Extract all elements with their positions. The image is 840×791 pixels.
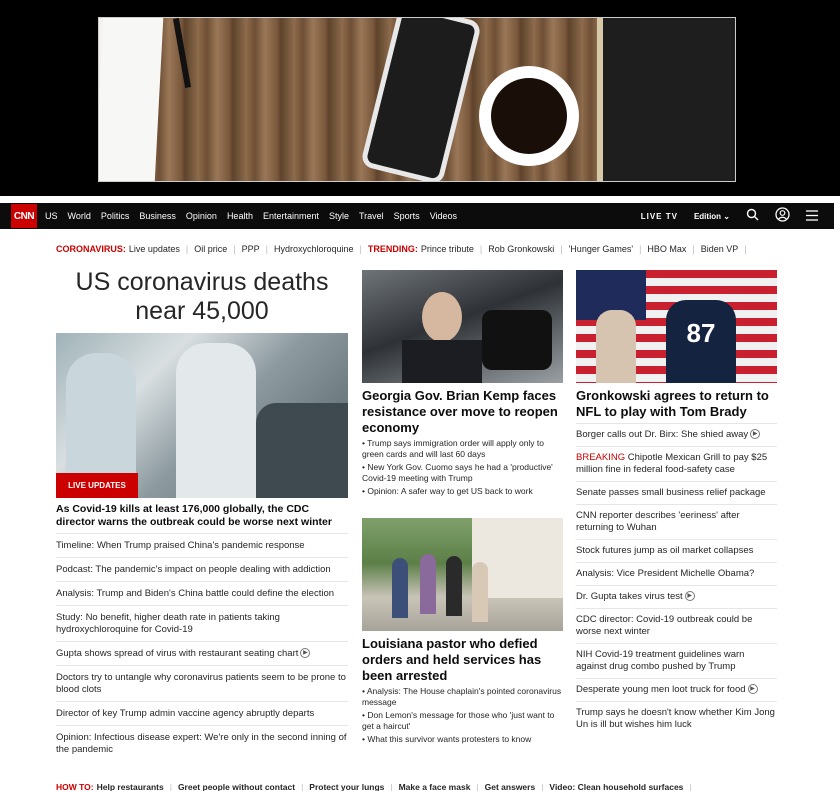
related-link[interactable]: • Don Lemon's message for those who 'just want to get a haircut' [362,710,555,731]
trend-item[interactable]: PPP [241,244,260,254]
kemp-story-headline[interactable]: Georgia Gov. Brian Kemp faces resistance over move to reopen economy [362,388,558,435]
howto-item[interactable]: Greet people without contact [177,782,296,791]
nav-links [45,211,467,221]
play-video-icon: ▶ [750,429,760,439]
howto-item[interactable]: Help restaurants [96,782,164,791]
list-item-text: Desperate young men loot truck for food [576,684,746,695]
search-icon[interactable] [744,208,760,224]
related-link[interactable]: • Trump says immigration order will apply only to green cards and will last 60 days [362,438,545,459]
list-item[interactable]: Trump says he doesn't know whether Kim Jong Un is ill but wishes him luck [576,701,777,736]
trend-item[interactable]: Live updates [128,244,180,254]
cnn-logo[interactable]: CNN [11,204,37,228]
right-story-list [576,423,777,736]
howto-item[interactable]: Video: Clean household surfaces [549,782,684,791]
hamburger-menu-icon[interactable] [804,209,820,224]
nav-link-style[interactable]: Style [328,211,349,221]
related-link[interactable]: • New York Gov. Cuomo says he had a 'productive' Covid-19 meeting with Trump [362,462,553,483]
list-item-text: Gupta shows spread of virus with restaurant seating chart [56,648,299,659]
trend-item[interactable]: HBO Max [647,244,687,254]
list-item[interactable]: Senate passes small business relief package [576,481,777,504]
nav-link-entertainment[interactable]: Entertainment [262,211,319,221]
list-item[interactable] [576,446,777,481]
list-item-text: Chipotle Mexican Grill to pay $25 million fine in federal food-safety case [576,452,768,475]
list-item[interactable]: Timeline: When Trump praised China's pandemic response [56,533,348,557]
trending-bar: CORONAVIRUS: Live updates | Oil price | PPP | Hydroxychloroquine | TRENDING: Prince tribute | Rob Gronkowski | 'Hunger Games' | HBO Max | Biden VP | [56,244,747,254]
nav-link-us[interactable]: US [45,211,58,221]
related-link[interactable]: • What this survivor wants protesters to know [362,734,532,744]
coronavirus-label: CORONAVIRUS: [56,244,126,254]
howto-item[interactable]: Protect your lungs [309,782,385,791]
kemp-story-image[interactable] [362,270,563,383]
pastor-related-links [362,686,567,747]
related-link[interactable]: • Opinion: A safer way to get US back to work [362,486,533,496]
nav-link-sports[interactable]: Sports [393,211,420,221]
nav-link-videos[interactable]: Videos [429,211,458,221]
list-item[interactable]: CNN reporter describes 'eeriness' after returning to Wuhan [576,504,777,539]
chevron-down-icon: ⌄ [723,211,730,221]
trend-item[interactable]: Oil price [194,244,228,254]
trend-item[interactable]: Rob Gronkowski [488,244,555,254]
list-item[interactable]: Director of key Trump admin vaccine agency abruptly departs [56,701,348,725]
list-item[interactable] [576,423,777,446]
user-icon[interactable] [774,207,790,225]
list-item[interactable]: Analysis: Vice President Michelle Obama? [576,562,777,585]
list-item[interactable]: Analysis: Trump and Biden's China battle could define the election [56,581,348,605]
list-item-text: Dr. Gupta takes virus test [576,591,683,602]
trending-label: TRENDING: [367,244,418,254]
howto-item[interactable]: Make a face mask [398,782,471,791]
nav-link-opinion[interactable]: Opinion [185,211,217,221]
edition-dropdown[interactable] [694,212,730,221]
top-nav-bar [0,203,834,229]
nav-right-controls [641,203,834,229]
gronk-story-image[interactable] [576,270,777,383]
list-item[interactable] [576,585,777,608]
list-item[interactable]: NIH Covid-19 treatment guidelines warn against drug combo pushed by Trump [576,643,777,678]
ad-banner-image[interactable] [98,17,736,182]
main-headline[interactable]: US coronavirus deaths near 45,000 [75,268,329,325]
nav-link-health[interactable]: Health [226,211,253,221]
play-video-icon: ▶ [685,591,695,601]
list-item[interactable]: Stock futures jump as oil market collapses [576,539,777,562]
pastor-story-image[interactable] [362,518,563,631]
list-item[interactable]: Opinion: Infectious disease expert: We're only in the second inning of the pandemic [56,725,348,761]
trend-item[interactable]: Prince tribute [420,244,474,254]
live-updates-badge[interactable]: LIVE UPDATES [56,473,138,498]
list-item[interactable]: Study: No benefit, higher death rate in patients taking hydroxychloroquine for Covid-19 [56,605,348,641]
nav-link-business[interactable]: Business [139,211,176,221]
list-item[interactable]: CDC director: Covid-19 outbreak could be worse next winter [576,608,777,643]
jersey-number: 87 [666,300,736,383]
trend-item[interactable]: Biden VP [700,244,739,254]
main-story-list [56,533,348,761]
edition-label: Edition [693,211,722,221]
list-item[interactable] [576,678,777,701]
trend-item[interactable]: 'Hunger Games' [568,244,634,254]
pastor-story-headline[interactable]: Louisiana pastor who defied orders and held services has been arrested [362,636,542,683]
gronk-story-headline[interactable]: Gronkowski agrees to return to NFL to play with Tom Brady [576,388,769,419]
nav-link-world[interactable]: World [67,211,91,221]
nav-link-politics[interactable]: Politics [100,211,130,221]
list-item[interactable]: Podcast: The pandemic's impact on people dealing with addiction [56,557,348,581]
howto-item[interactable]: Get answers [484,782,536,791]
list-item[interactable]: Doctors try to untangle why coronavirus patients seem to be prone to blood clots [56,665,348,701]
nav-link-travel[interactable]: Travel [359,211,384,221]
lead-story-link[interactable]: As Covid-19 kills at least 176,000 globally, the CDC director warns the outbreak could be worse next winter [56,503,332,528]
play-video-icon: ▶ [300,648,310,658]
kemp-related-links [362,438,567,499]
list-item-text: Borger calls out Dr. Birx: She shied away [576,429,749,440]
howto-label: HOW TO: [56,782,94,791]
list-item[interactable] [56,641,348,665]
howto-bar: HOW TO: Help restaurants | Greet people without contact | Protect your lungs | Make a face mask | Get answers | Video: Clean household surfaces | [56,782,692,791]
live-tv-link[interactable]: LIVE TV [640,211,678,221]
breaking-label: BREAKING [576,452,626,463]
ad-banner-area [0,0,840,196]
related-link[interactable]: • Analysis: The House chaplain's pointed coronavirus message [362,686,562,707]
play-video-icon: ▶ [748,684,758,694]
trend-item[interactable]: Hydroxychloroquine [273,244,354,254]
